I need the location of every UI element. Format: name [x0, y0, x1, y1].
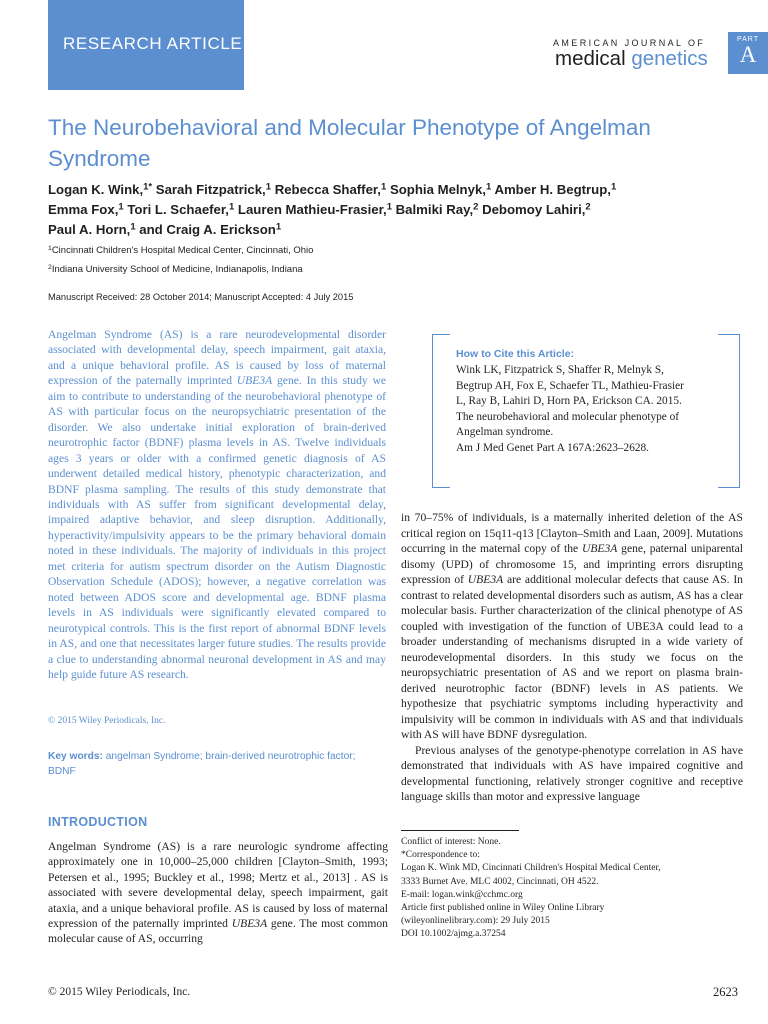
- footnote-email[interactable]: E-mail: logan.wink@cchmc.org: [401, 889, 523, 900]
- affiliation-1: [48, 245, 313, 256]
- page-number: 2623: [713, 985, 738, 999]
- author-affil: 1: [275, 221, 282, 233]
- author-name: Logan K. Wink,: [48, 182, 144, 197]
- part-letter: A: [739, 42, 757, 67]
- author-name: Tori L. Schaefer,: [127, 202, 229, 217]
- author-name: Lauren Mathieu-Frasier,: [237, 202, 387, 217]
- body-text: in 70–75% of individuals, is a maternally inherited deletion of the AS critical region on 15q11-q13 [Clayton–Smith and Laan, 2009]. Mutations occurring in the maternal copy of the: [401, 511, 743, 555]
- author-name: and Craig A. Erickson: [139, 222, 276, 237]
- author-affil: 1: [386, 201, 392, 213]
- intro-text: gene. The most common molecular cause of AS, occurring: [48, 917, 388, 946]
- journal-name-top: AMERICAN JOURNAL OF: [553, 38, 706, 48]
- citation-text: [456, 363, 692, 456]
- article-type-badge: [48, 0, 244, 90]
- body-paragraph: [401, 510, 743, 743]
- keywords: [48, 749, 386, 779]
- affiliation-marker: 1: [48, 244, 52, 252]
- author-affil: 1: [380, 181, 387, 193]
- footnote-line: Logan K. Wink MD, Cincinnati Children's Hospital Medical Center,: [401, 863, 661, 874]
- author-affil: 1: [610, 181, 617, 193]
- manuscript-dates: Manuscript Received: 28 October 2014; Manuscript Accepted: 4 July 2015: [48, 292, 354, 302]
- article-title: The Neurobehavioral and Molecular Phenotype of Angelman Syndrome: [48, 115, 651, 171]
- abstract-text: gene. In this study we aim to contribute to understanding of the neurobehavioral phenotype of AS with particular focus on the neuropsychiatric presentation of the disorder. We also undertake initial exploration of brain-derived neurotrophic factor (BDNF) plasma levels in AS. Twelve individuals ages 3 years or older with a confirmed genetic diagnosis of AS underwent detailed medical history, phenotypic characterization, and BDNF plasma sampling. The results of this study demonstrate that individuals with AS suffer from significant developmental delay, impaired adaptive behavior, and sleep disruption. Additionally, hyperactivity/impulsivity appears to be the primary behavioral domain noted in these individuals. The majority of individuals in this project met criteria for autism spectrum disorder on the Autism Diagnostic Observation Schedule (ADOS); however, a negative correlation was noted between ADOS score and developmental age. BDNF plasma levels in AS individuals were significantly elevated compared to neurotypical controls. This is the first report of abnormal BDNF levels in AS, and one that necessitates larger future studies. The results provide a clue to understanding abnormal neuronal development in AS and may help guide future AS research.: [48, 374, 386, 681]
- gene-name: UBE3A: [236, 374, 273, 388]
- author-affil: 1: [228, 201, 235, 213]
- footnote-line: Conflict of interest: None.: [401, 837, 501, 847]
- gene-name: UBE3A: [467, 573, 504, 586]
- keywords-text: angelman Syndrome; brain-derived neurotrophic factor; BDNF: [48, 751, 356, 777]
- author-list: [48, 180, 748, 240]
- author-name: Debomoy Lahiri,: [482, 202, 586, 217]
- abstract: [48, 327, 386, 682]
- affiliation-text: Cincinnati Children's Hospital Medical Center, Cincinnati, Ohio: [51, 245, 314, 256]
- abstract-text: Angelman Syndrome (AS) is a rare neurodevelopmental disorder associated with developmental delay, speech impairment, gait ataxia, and a unique behavioral profile. AS is caused by loss of maternal expression of the paternally imprinted: [48, 328, 386, 388]
- body-paragraph: Previous analyses of the genotype-phenotype correlation in AS have demonstrated that individuals with AS have impaired cognitive and developmental functioning, relatively stronger cognitive and receptive language skills than motor and expressive language: [401, 743, 743, 803]
- part-label: PART: [736, 36, 760, 43]
- abstract-copyright: © 2015 Wiley Periodicals, Inc.: [48, 716, 166, 726]
- footer-copyright: © 2015 Wiley Periodicals, Inc.: [48, 986, 191, 998]
- body-text: gene, paternal uniparental disomy (UPD) of chromosome 15, and imprinting errors disrupting expression of: [401, 542, 743, 586]
- introduction-text: [48, 839, 388, 947]
- author-name: Rebecca Shaffer,: [274, 182, 381, 197]
- footnote-divider: [401, 830, 519, 831]
- journal-name-medical: medical: [555, 47, 632, 70]
- intro-text: Angelman Syndrome (AS) is a rare neurologic syndrome affecting approximately one in 10,000–25,000 children [Clayton–Smith, 1993; Petersen et al., 1995; Buckley et al., 1998; Mertz et al., 2013] . AS is associated with severe developmental delay, speech impairment, gait ataxia, and a unique behavioral profile. AS is caused by loss of maternal expression of the paternally imprinted: [48, 840, 388, 931]
- keywords-label: Key words:: [48, 751, 103, 762]
- footnote-line: *Correspondence to:: [401, 850, 480, 861]
- footnotes: [401, 836, 661, 942]
- footnote-line: 3333 Burnet Ave. MLC 4002, Cincinnati, OH 4522.: [401, 876, 599, 887]
- author-affil: 1: [485, 181, 492, 193]
- affiliation-2: [48, 264, 303, 275]
- article-type-label: RESEARCH ARTICLE: [63, 34, 243, 53]
- citation-reference: Wink LK, Fitzpatrick S, Shaffer R, Melnyk S, Begtrup AH, Fox E, Schaefer TL, Mathieu-Frasier L, Ray B, Lahiri D, Horn PA, Erickson CA. 2015. The neurobehavioral and molecular phenotype of Angelman syndrome.: [456, 364, 684, 438]
- author-name: Paul A. Horn,: [48, 222, 131, 237]
- author-name: Sophia Melnyk,: [389, 182, 486, 197]
- gene-name: UBE3A: [231, 917, 268, 931]
- affiliation-text: Indiana University School of Medicine, Indianapolis, Indiana: [51, 264, 303, 275]
- journal-logo: [555, 47, 708, 71]
- journal-part-box: [728, 32, 768, 74]
- gene-name: UBE3A: [581, 542, 618, 555]
- author-name: Amber H. Begtrup,: [494, 182, 611, 197]
- citation-journal-ref: Am J Med Genet Part A 167A:2623–2628.: [456, 441, 649, 454]
- author-name: Emma Fox,: [48, 202, 119, 217]
- author-affil: 1: [130, 221, 136, 233]
- author-affil: 1: [118, 201, 124, 213]
- right-column-body: [401, 510, 743, 805]
- author-affil: 1*: [143, 181, 153, 193]
- author-name: Sarah Fitzpatrick,: [155, 182, 266, 197]
- citation-heading: How to Cite this Article:: [456, 348, 575, 360]
- journal-name-genetics: genetics: [631, 47, 708, 70]
- author-name: Balmiki Ray,: [395, 202, 474, 217]
- author-affil: 2: [473, 201, 479, 213]
- affiliation-marker: 2: [48, 263, 52, 271]
- author-affil: 2: [585, 201, 591, 213]
- section-heading-introduction: INTRODUCTION: [48, 815, 148, 829]
- body-text: are additional molecular defects that cause AS. In contrast to related developmental disorders such as autism, AS has a clear molecular basis. Further characterization of the clinical phenotype of AS coupled with investigation of the function of UBE3A could lead to a broader understanding of mechanisms disrupted in a wide variety of neurodevelopmental disorders. In this study we focus on the neuropsychiatric presentation of AS and we report on plasma brain-derived neurotrophic factor (BDNF) levels in AS patients. We hypothesize that psychiatric symptoms including hyperactivity and impulsivity will be common in individuals with AS and that individuals with AS will have BDNF dysregulation.: [401, 573, 743, 741]
- author-affil: 1: [265, 181, 272, 193]
- footnote-line: (wileyonlinelibrary.com): 29 July 2015: [401, 916, 550, 927]
- footnote-doi: DOI 10.1002/ajmg.a.37254: [401, 929, 506, 940]
- footnote-line: Article first published online in Wiley Online Library: [401, 903, 605, 914]
